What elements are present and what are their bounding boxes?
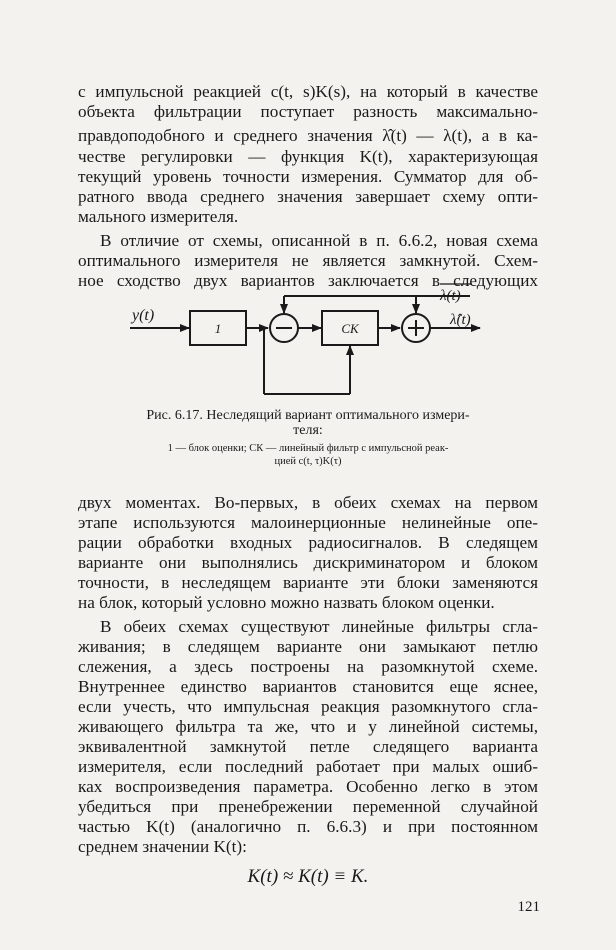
block1-label: 1 [214, 321, 222, 336]
text-line: мального измерителя. [78, 207, 239, 226]
text-line: варианте они выполнялись дискриминатором и блоком [78, 553, 538, 572]
text-line: В обеих схемах существуют линейные фильтры сгла- [100, 617, 538, 636]
text-line: рации обработки входных радиосигналов. В следящем [78, 533, 538, 552]
page-number: 121 [517, 899, 540, 915]
input-label: y(t) [132, 307, 155, 324]
text-line: частью K(t) (аналогично п. 6.6.3) и при постоянном [78, 817, 538, 836]
text-line: оптимального измерителя не является замкнутой. Схем- [78, 251, 538, 270]
text-line: живающего фильтра та же, что и у линейной системы, [78, 717, 538, 736]
text-line: ках воспроизведения параметра. Особенно легко в этом [78, 777, 538, 796]
text-line: точности, в неследящем варианте эти блоки заменяются [78, 573, 538, 592]
text-line: двух моментах. Во-первых, в обеих схемах на первом [78, 493, 538, 512]
text-line: с импульсной реакцией c(t, s)K(s), на который в качестве [78, 82, 538, 101]
text-line: ратного ввода среднего значения завершает схему опти- [78, 187, 538, 206]
text-line: живания; в следящем варианте они замыкают петлю [78, 637, 538, 656]
text-line: В отличие от схемы, описанной в п. 6.6.2, новая схема [100, 231, 538, 250]
text-line: ное сходство двух вариантов заключается в следующих [78, 271, 538, 290]
text-line: слежения, а здесь построены на разомкнутой схеме. [78, 657, 538, 676]
text-line: измерителя, если последний работает при малых ошиб- [78, 757, 538, 776]
text-line: честве регулировки — функция K(t), характеризующая [78, 147, 538, 166]
text-line: этапе используются малоинерционные нелинейные опе- [78, 513, 538, 532]
text-line: на блок, который условно можно назвать блоком оценки. [78, 593, 495, 612]
text-line: среднем значении K(t): [78, 837, 247, 856]
feedback-label: λ(t) [440, 288, 461, 304]
text-line: текущий уровень точности измерения. Сумматор для об- [78, 167, 538, 186]
block-diagram [0, 0, 616, 420]
formula: K(t) ≈ K(t) ≡ K. [247, 866, 369, 887]
text-line: объекта фильтрации поступает разность максимально- [78, 102, 538, 121]
text-line: эквивалентной замкнутой петле следящего варианта [78, 737, 538, 756]
output-label: λ̂(t) [450, 312, 471, 328]
text-line: Внутреннее единство вариантов становится еще яснее, [78, 677, 538, 696]
figure-caption-title: теля: [293, 423, 323, 438]
text-line: убедиться при пренебрежении переменной случайной [78, 797, 538, 816]
text-line: правдоподобного и среднего значения λ̂(t) — λ(t), а в ка- [78, 126, 538, 145]
text-line: если учесть, что импульсная реакция разомкнутого сгла- [78, 697, 538, 716]
figure-caption-legend: цией c(t, τ)K(τ) [274, 456, 342, 467]
figure-caption-title: Рис. 6.17. Неследящий вариант оптимального измери- [146, 408, 470, 423]
figure-caption-legend: 1 — блок оценки; СК — линейный фильтр с импульсной реак- [167, 443, 449, 454]
block2-label: СК [341, 321, 359, 336]
